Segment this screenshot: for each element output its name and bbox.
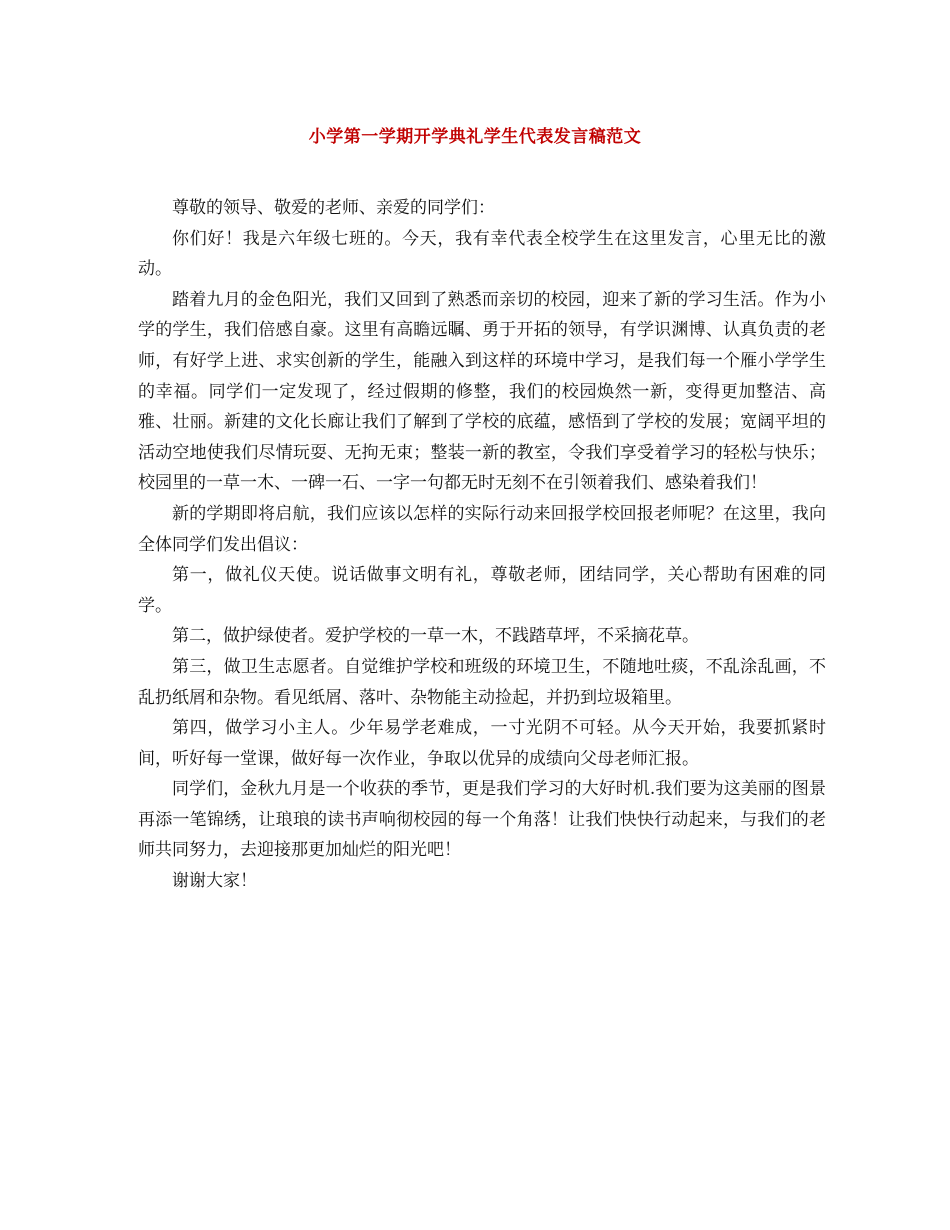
- salutation-paragraph: 尊敬的领导、敬爱的老师、亲爱的同学们：: [172, 198, 495, 218]
- document-title: 小学第一学期开学典礼学生代表发言稿范文: [308, 127, 642, 147]
- greeting-paragraph: 你们好！我是六年级七班的。今天，我有幸代表全校学生在这里发言，心里无比的激动。: [138, 228, 826, 280]
- document-body: [138, 193, 826, 897]
- proposal-intro-paragraph: 新的学期即将启航，我们应该以怎样的实际行动来回报学校回报老师呢？在这里，我向全体同学们发出倡议：: [138, 503, 826, 555]
- campus-paragraph: 踏着九月的金色阳光，我们又回到了熟悉而亲切的校园，迎来了新的学习生活。作为小学的学生，我们倍感自豪。这里有高瞻远瞩、勇于开拓的领导，有学识渊博、认真负责的老师，有好学上进、求实创新的学生，能融入到这样的环境中学习，是我们每一个雁小学学生的幸福。同学们一定发现了，经过假期的修整，我们的校园焕然一新，变得更加整洁、高雅、壮丽。新建的文化长廊让我们了解到了学校的底蕴，感悟到了学校的发展；宽阔平坦的活动空地使我们尽情玩耍、无拘无束；整装一新的教室，令我们享受着学习的轻松与快乐；校园里的一草一木、一碑一石、一字一句都无时无刻不在引领着我们、感染着我们！: [138, 289, 826, 494]
- proposal-item-4: 第四，做学习小主人。少年易学老难成，一寸光阴不可轻。从今天开始，我要抓紧时间，听好每一堂课，做好每一次作业，争取以优异的成绩向父母老师汇报。: [138, 718, 826, 769]
- thanks-paragraph: 谢谢大家！: [172, 871, 257, 892]
- proposal-item-2: 第二，做护绿使者。爱护学校的一草一木，不践踏草坪，不采摘花草。: [172, 626, 699, 647]
- proposal-item-3: 第三，做卫生志愿者。自觉维护学校和班级的环境卫生，不随地吐痰，不乱涂乱画，不乱扔纸屑和杂物。看见纸屑、落叶、杂物能主动捡起，并扔到垃圾箱里。: [138, 656, 826, 708]
- proposal-item-1: 第一，做礼仪天使。说话做事文明有礼，尊敬老师，团结同学，关心帮助有困难的同学。: [138, 565, 826, 616]
- closing-paragraph: 同学们，金秋九月是一个收获的季节，更是我们学习的大好时机.我们要为这美丽的图景再添一笔锦绣，让琅琅的读书声响彻校园的每一个角落！让我们快快行动起来，与我们的老师共同努力，去迎接那更加灿烂的阳光吧！: [138, 779, 826, 861]
